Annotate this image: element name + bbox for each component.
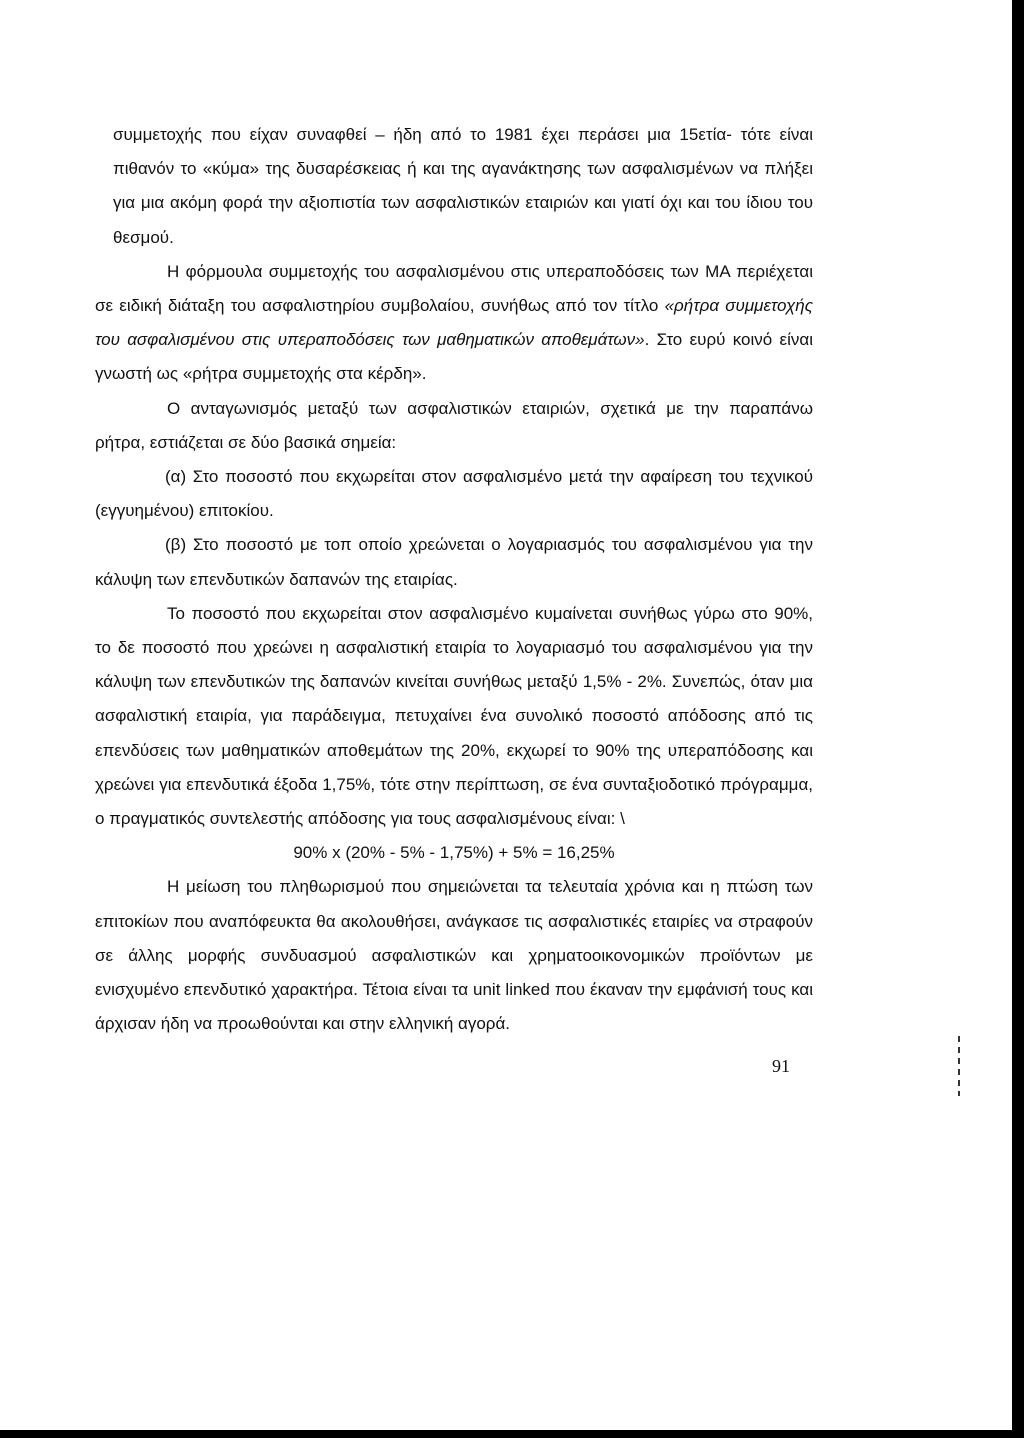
margin-mark	[958, 1036, 960, 1096]
paragraph-4: Το ποσοστό που εκχωρείται στον ασφαλισμένο κυμαίνεται συνήθως γύρω στο 90%, το δε ποσοστό που χρεώνει η ασφαλιστική εταιρία το λογαριασμό του ασφαλισμένου για την κάλυψη των επενδυτικών της δαπανών κινείται συνήθως μεταξύ 1,5% - 2%. Συνεπώς, όταν μια ασφαλιστική εταιρία, για παράδειγμα, πετυχαίνει ένα συνολικό ποσοστό απόδοσης από τις επενδύσεις των μαθηματικών αποθεμάτων της 20%, εκχωρεί το 90% της υπεραπόδοσης και χρεώνει για επενδυτικά έξοδα 1,75%, τότε στην περίπτωση, σε ένα συνταξιοδοτικό πρόγραμμα, ο πραγματικός συντελεστής απόδοσης για τους ασφαλισμένους είναι: \	[95, 603, 813, 829]
formula: 90% x (20% - 5% - 1,75%) + 5% = 16,25%	[293, 843, 615, 863]
clause-title-italic: «ρήτρα συμμετοχής του ασφαλισμένου στις υπεραποδόσεις των μαθηματικών αποθεμάτων»	[95, 296, 813, 350]
paragraph-1: συμμετοχής που είχαν συναφθεί – ήδη από το 1981 έχει περάσει μια 15ετία- τότε είναι πιθανόν το «κύμα» της δυσαρέσκειας ή και της αγανάκτησης των ασφαλισμένων να πλήξει για μια ακόμη φορά την αξιοπιστία των ασφαλιστικών εταιριών και γιατί όχι και του ίδιου του θεσμού.	[113, 125, 813, 247]
list-item-a: (α) Στο ποσοστό που εκχωρείται στον ασφαλισμένο μετά την αφαίρεση του τεχνικού (εγγυημένου) επιτοκίου.	[95, 467, 813, 521]
list-item-b: (β) Στο ποσοστό με τοπ οποίο χρεώνεται ο λογαριασμός του ασφαλισμένου για την κάλυψη των επενδυτικών δαπανών της εταιρίας.	[95, 535, 813, 589]
paragraph-2	[95, 255, 813, 392]
paragraph-2-text-start: Η φόρμουλα συμμετοχής του ασφαλισμένου στις υπεραποδόσεις των ΜΑ περιέχεται σε ειδική διάταξη του ασφαλιστηρίου συμβολαίου, συνήθως από τον τίτλο	[95, 261, 813, 316]
paragraph-5: Η μείωση του πληθωρισμού που σημειώνεται τα τελευταία χρόνια και η πτώση των επιτοκίων που αναπόφευκτα θα ακολουθήσει, ανάγκασε τις ασφαλιστικές εταιρίες να στραφούν σε άλλης μορφής συνδυασμού ασφαλιστικών και χρηματοοικονομικών προϊόντων με ενισχυμένο επενδυτικό χαρακτήρα. Τέτοια είναι τα unit linked που έκαναν την εμφάνισή τους και άρχισαν ήδη να προωθούνται και στην ελληνική αγορά.	[95, 877, 813, 1034]
paragraph-2-text-end: . Στο ευρύ κοινό είναι γνωστή ως «ρήτρα συμμετοχής στα κέρδη».	[95, 330, 813, 384]
body-text	[95, 118, 813, 1041]
paragraph-3: Ο ανταγωνισμός μεταξύ των ασφαλιστικών εταιριών, σχετικά με την παραπάνω ρήτρα, εστιάζεται σε δύο βασικά σημεία:	[95, 398, 813, 452]
page-number: 91	[772, 1056, 790, 1076]
